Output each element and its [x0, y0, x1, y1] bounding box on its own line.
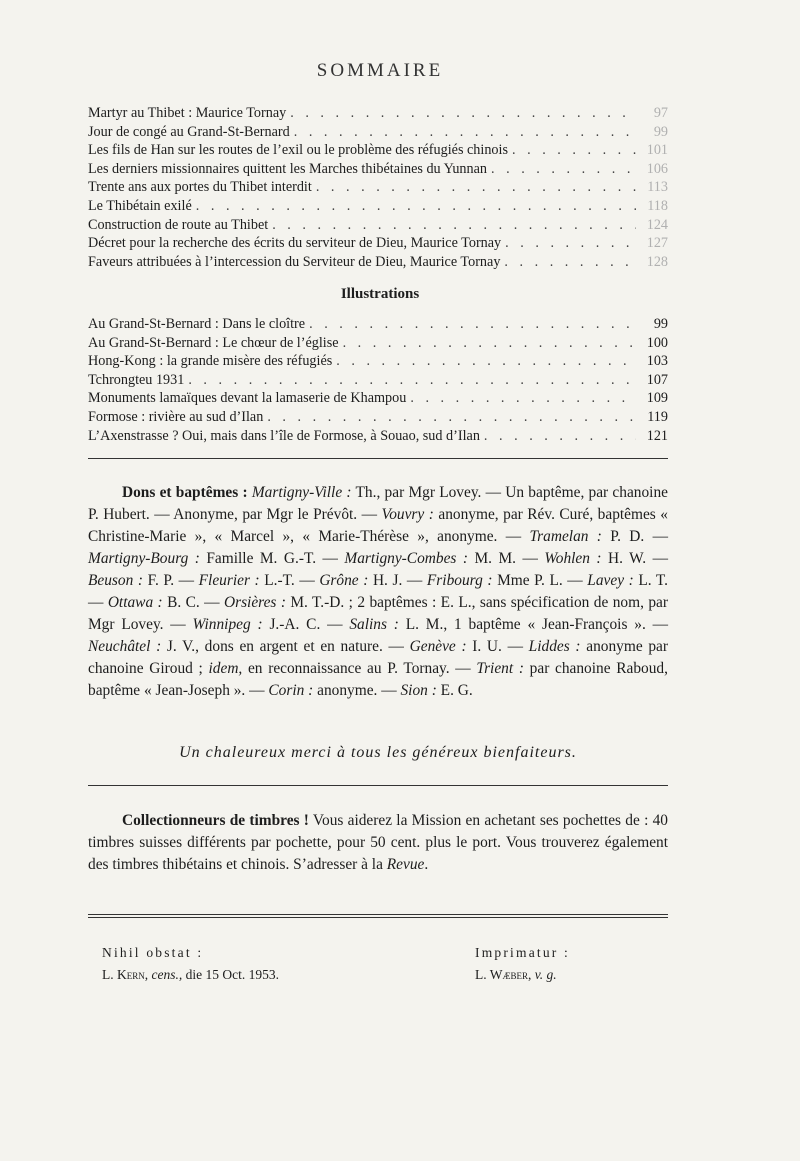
leader-dots: [484, 427, 636, 446]
place-name: Trient :: [476, 660, 524, 677]
toc-page-number: 124: [646, 216, 668, 233]
stamps-text: Vous aiderez la Mission en achetant ses pochettes de : 40 timbres suisses différents par pochette, pour 50 cent. plus le port. Vous trouverez également des timbres thibétains et chinois. S’adresser à la: [88, 812, 668, 873]
toc-entry-title: Au Grand-St-Bernard : Le chœur de l’église: [88, 334, 339, 351]
illustrations-list: [88, 315, 668, 445]
place-name: Fleurier :: [198, 572, 260, 589]
leader-dots: [272, 216, 636, 235]
toc-page-number: 128: [646, 253, 668, 270]
donation-text: J.-A. C. —: [262, 616, 350, 633]
leader-dots: [410, 389, 636, 408]
imprimatur-label: Imprimatur :: [475, 945, 571, 960]
leader-dots: [267, 408, 636, 427]
censor-date: die 15 Oct. 1953.: [182, 967, 279, 982]
toc-page-number: 101: [646, 142, 668, 159]
toc-entry-title: Formose : rivière au sud d’Ilan: [88, 408, 264, 425]
toc-page-number: 109: [646, 390, 668, 407]
leader-dots: [491, 160, 636, 179]
donation-text: anonyme par chanoine Giroud ;: [88, 638, 668, 677]
nihil-obstat-label: Nihil obstat :: [102, 945, 204, 960]
place-name: idem,: [208, 660, 243, 677]
place-name: Martigny-Bourg :: [88, 550, 200, 567]
donation-text: en reconnaissance au P. Tornay. —: [242, 660, 477, 677]
stamps-end: .: [424, 856, 429, 873]
toc-entry: [88, 216, 668, 235]
leader-dots: [343, 334, 636, 353]
place-name: Fribourg :: [426, 572, 493, 589]
leader-dots: [504, 253, 636, 272]
toc-entry-title: Monuments lamaïques devant la lamaserie de Khampou: [88, 390, 407, 407]
place-name: Beuson :: [88, 572, 144, 589]
leader-dots: [290, 104, 636, 123]
toc-entry-title: Faveurs attribuées à l’intercession du Serviteur de Dieu, Maurice Tornay: [88, 253, 501, 270]
donation-text: M. M. —: [468, 550, 545, 567]
toc-entry-title: L’Axenstrasse ? Oui, mais dans l’île de Formose, à Souao, sud d’Ilan: [88, 427, 480, 444]
toc-page-number: 106: [646, 160, 668, 177]
place-name: Vouvry :: [381, 506, 434, 523]
donation-text: L. M., 1 baptême « Jean-François ». —: [398, 616, 669, 633]
donation-text: F. P. —: [143, 572, 199, 589]
stamps-paragraph: [88, 810, 668, 876]
toc-page-number: 119: [647, 408, 668, 425]
toc-entry-title: Tchrongteu 1931: [88, 371, 185, 388]
toc-entry-title: Les fils de Han sur les routes de l’exil ou le problème des réfugiés chinois: [88, 142, 508, 159]
donation-text: Th., par Mgr Lovey. — Un baptême, par chanoine P. Hubert. — Anonyme, par Mgr le Prévôt. —: [88, 484, 668, 523]
toc-entry: [88, 234, 668, 253]
place-name: Grône :: [319, 572, 369, 589]
toc-entry: [88, 315, 668, 334]
toc-page-number: 107: [646, 371, 668, 388]
place-name: Winnipeg :: [192, 616, 263, 633]
nihil-obstat-block: [102, 945, 279, 983]
toc-entry-title: Trente ans aux portes du Thibet interdit: [88, 179, 312, 196]
donation-text: H. W. —: [601, 550, 668, 567]
dons-heading: Dons et baptêmes :: [122, 484, 248, 501]
donation-text: M. T.-D. ; 2 baptêmes : E. L., sans spécification de nom, par Mgr Lovey. —: [88, 594, 669, 633]
page-title: SOMMAIRE: [316, 60, 444, 81]
donation-text: anonyme, par Rév. Curé, baptêmes « Christine-Marie », « Marcel », « Marie-Thérèse », anonyme. —: [88, 506, 668, 545]
toc-entry: [88, 352, 668, 371]
toc-page-number: 103: [646, 353, 668, 370]
toc-entry: [88, 178, 668, 197]
donation-text: anonyme. —: [313, 682, 401, 699]
dons-paragraph: [88, 482, 668, 702]
toc-entry: [88, 334, 668, 353]
place-name: Salins :: [349, 616, 399, 633]
leader-dots: [505, 234, 636, 253]
section-divider: [88, 458, 668, 459]
toc-entry: [88, 427, 668, 446]
toc-page-number: 113: [647, 179, 668, 196]
leader-dots: [294, 123, 636, 142]
leader-dots: [512, 141, 636, 160]
double-divider: [88, 914, 668, 918]
leader-dots: [188, 371, 636, 390]
toc-entry-title: Au Grand-St-Bernard : Dans le cloître: [88, 316, 306, 332]
toc-page-number: 97: [653, 105, 668, 121]
toc-entry-title: Jour de congé au Grand-St-Bernard: [88, 123, 290, 140]
leader-dots: [196, 197, 636, 216]
place-name: Ottawa :: [107, 594, 163, 611]
section-divider: [88, 785, 668, 786]
toc-entry-title: Les derniers missionnaires quittent les Marches thibétaines du Yunnan: [88, 160, 487, 177]
imprimatur-block: [475, 945, 570, 983]
leader-dots: [309, 315, 636, 334]
contents-list: [88, 104, 668, 271]
toc-page-number: 127: [646, 235, 668, 252]
toc-entry-title: Construction de route au Thibet: [88, 216, 269, 233]
donation-text: I. U. —: [466, 638, 529, 655]
toc-page-number: 121: [646, 427, 668, 444]
donation-text: H. J. —: [368, 572, 427, 589]
toc-entry: [88, 389, 668, 408]
toc-page-number: 99: [653, 123, 668, 140]
place-name: Wohlen :: [544, 550, 602, 567]
vicar-name: L. Wæber,: [475, 967, 532, 982]
place-name: Orsières :: [223, 594, 286, 611]
toc-entry-title: Décret pour la recherche des écrits du serviteur de Dieu, Maurice Tornay: [88, 235, 502, 252]
vicar-title: v. g.: [534, 967, 557, 982]
place-name: Neuchâtel :: [88, 638, 162, 655]
toc-page-number: 118: [647, 197, 668, 214]
stamps-heading: Collectionneurs de timbres !: [122, 812, 309, 829]
place-name: Lavey :: [587, 572, 634, 589]
toc-entry: [88, 141, 668, 160]
donation-text: Famille M. G.-T. —: [199, 550, 345, 567]
donation-text: Mme P. L. —: [492, 572, 588, 589]
donation-text: par chanoine Raboud, baptême « Jean-Joseph ». —: [88, 660, 668, 699]
toc-entry: [88, 253, 668, 272]
toc-entry: [88, 408, 668, 427]
donation-text: L. T. —: [88, 572, 669, 611]
toc-page-number: 100: [646, 334, 668, 351]
donation-text: J. V., dons en argent et en nature. —: [161, 638, 410, 655]
toc-entry: [88, 123, 668, 142]
thanks-line: Un chaleureux merci à tous les généreux bienfaiteurs.: [179, 744, 577, 761]
censor-name: L. Kern,: [102, 967, 149, 982]
leader-dots: [316, 178, 636, 197]
illustrations-heading: Illustrations: [340, 286, 420, 302]
revue-word: Revue: [386, 856, 425, 873]
toc-entry: [88, 197, 668, 216]
place-name: Genève :: [409, 638, 467, 655]
toc-page-number: 99: [653, 316, 668, 332]
toc-entry: [88, 160, 668, 179]
place-name: Tramelan :: [529, 528, 602, 545]
toc-entry: [88, 371, 668, 390]
donation-text: P. D. —: [601, 528, 668, 545]
place-name: Liddes :: [528, 638, 581, 655]
toc-entry-title: Martyr au Thibet : Maurice Tornay: [88, 105, 287, 121]
place-name: Sion :: [400, 682, 437, 699]
censor-title: cens.,: [151, 967, 183, 982]
donation-text: E. G.: [436, 682, 473, 699]
toc-entry: [88, 104, 668, 123]
place-name: Martigny-Combes :: [344, 550, 468, 567]
donation-text: B. C. —: [162, 594, 224, 611]
place-name: Martigny-Ville :: [251, 484, 352, 501]
leader-dots: [336, 352, 636, 371]
donation-text: L.-T. —: [259, 572, 320, 589]
toc-entry-title: Le Thibétain exilé: [88, 197, 192, 214]
place-name: Corin :: [268, 682, 314, 699]
toc-entry-title: Hong-Kong : la grande misère des réfugiés: [88, 353, 333, 370]
